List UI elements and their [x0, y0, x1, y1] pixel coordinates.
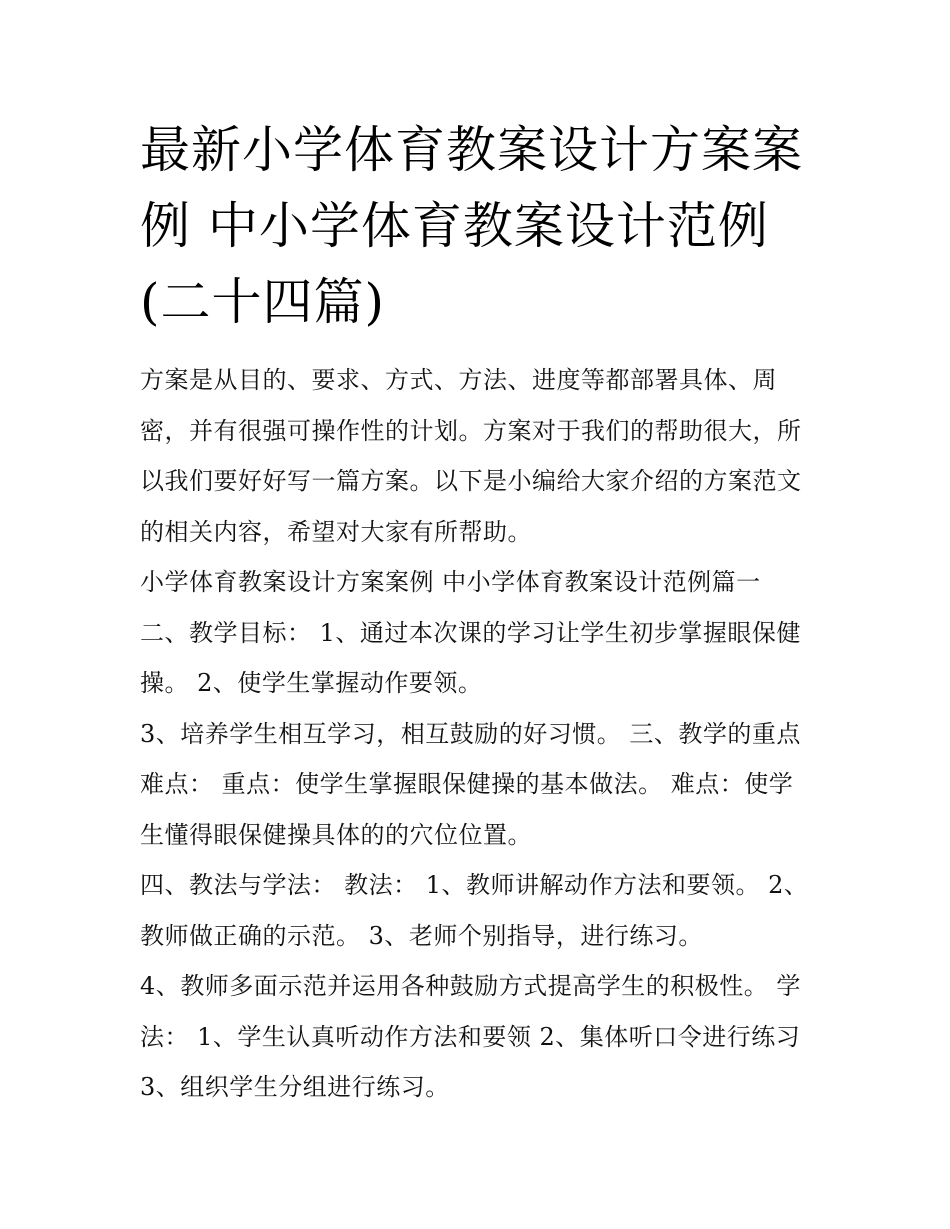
- teaching-goals-paragraph: [140, 608, 820, 709]
- title-line-2: 例 中小学体育教案设计范例: [140, 197, 769, 255]
- key-points-paragraph: [140, 709, 820, 861]
- intro-paragraph: [140, 355, 820, 557]
- text-line: 的相关内容，希望对大家有所帮助。: [140, 517, 532, 546]
- text-line: 方案是从目的、要求、方式、方法、进度等都部署具体、周: [140, 366, 777, 394]
- text-line: 操。 2、使学生掌握动作要领。: [140, 669, 483, 697]
- document-title: [140, 112, 820, 340]
- title-line-1: 最新小学体育教案设计方案案: [140, 121, 803, 179]
- section-heading-paragraph: [140, 557, 820, 608]
- methods-paragraph: [140, 860, 820, 961]
- text-line: 4、教师多面示范并运用各种鼓励方式提高学生的积极性。 学: [140, 972, 801, 1000]
- title-line-3: (二十四篇): [140, 273, 386, 331]
- text-line: 3、培养学生相互学习，相互鼓励的好习惯。 三、教学的重点: [140, 719, 801, 748]
- text-line: 密，并有很强可操作性的计划。方案对于我们的帮助很大，所: [140, 416, 802, 445]
- text-line: 小学体育教案设计方案案例 中小学体育教案设计范例篇一: [140, 568, 761, 596]
- text-line: 教师做正确的示范。 3、老师个别指导，进行练习。: [140, 921, 703, 950]
- text-line: 法： 1、学生认真听动作方法和要领 2、集体听口令进行练习: [140, 1022, 801, 1051]
- text-line: 二、教学目标： 1、通过本次课的学习让学生初步掌握眼保健: [140, 618, 801, 647]
- document-body: [140, 355, 820, 1113]
- learning-methods-paragraph: [140, 961, 820, 1113]
- text-line: 难点： 重点：使学生掌握眼保健操的基本做法。 难点：使学: [140, 770, 794, 798]
- text-line: 以我们要好好写一篇方案。以下是小编给大家介绍的方案范文: [140, 467, 802, 495]
- text-line: 3、组织学生分组进行练习。: [140, 1073, 450, 1101]
- text-line: 四、教法与学法： 教法： 1、教师讲解动作方法和要领。 2、: [140, 871, 809, 899]
- text-line: 生懂得眼保健操具体的的穴位位置。: [140, 820, 532, 849]
